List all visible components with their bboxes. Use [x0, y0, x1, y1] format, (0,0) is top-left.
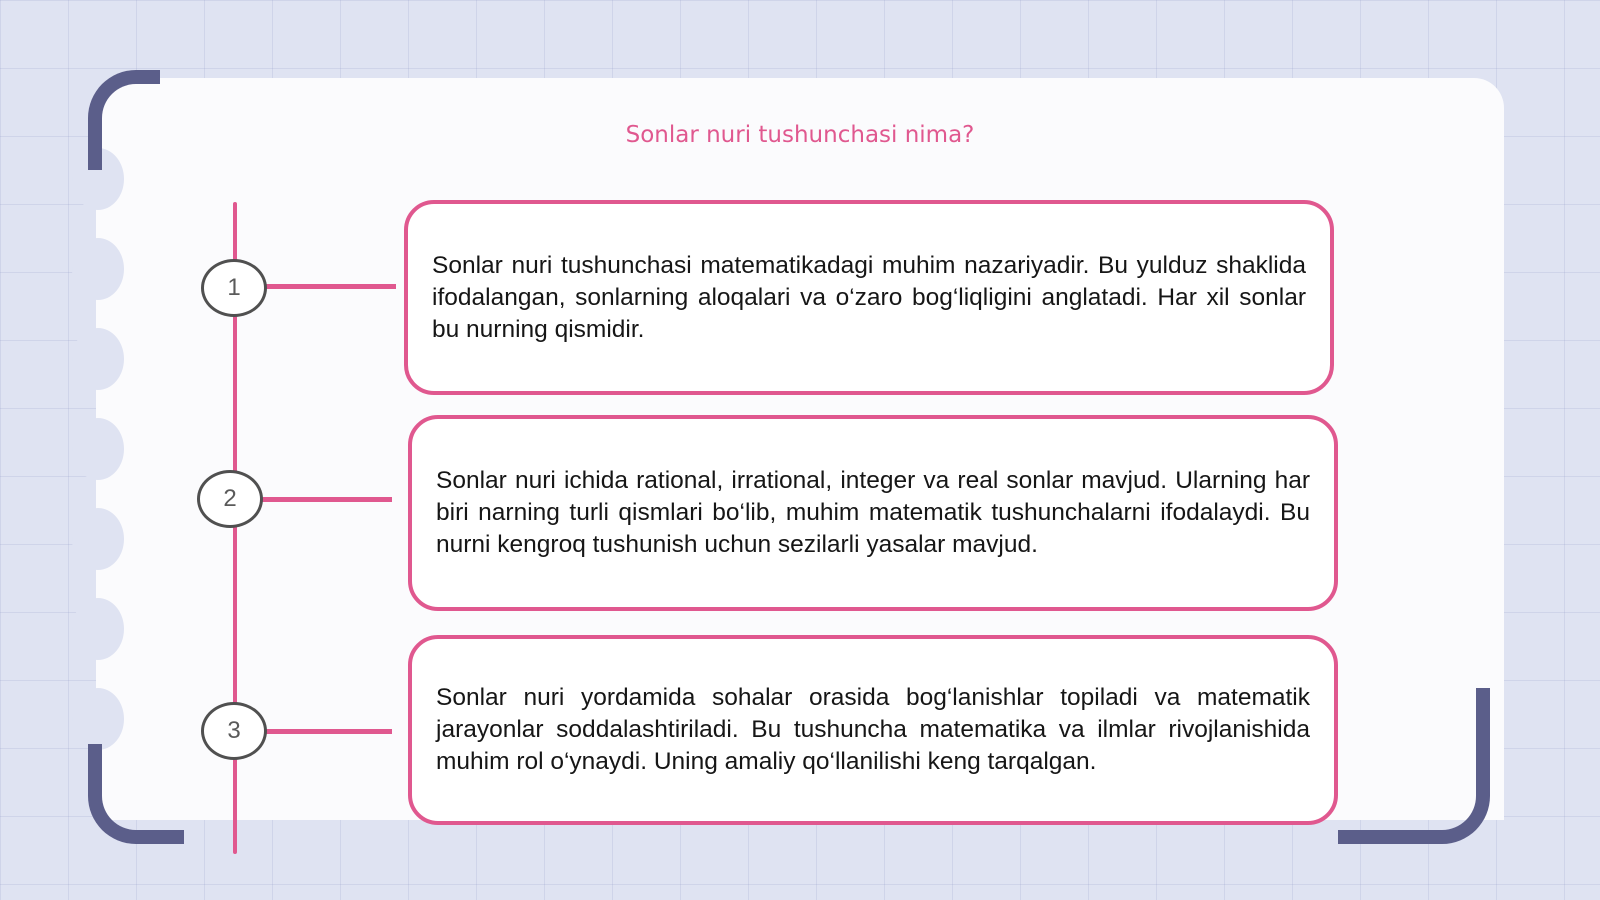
step-number-badge — [201, 259, 267, 317]
paper-notch — [72, 688, 124, 750]
step-number: 1 — [227, 274, 241, 301]
corner-bracket-bottom-right — [1338, 688, 1490, 844]
slide-title: Sonlar nuri tushunchasi nima? — [625, 122, 975, 148]
paper-notch — [72, 508, 124, 570]
timeline-connector — [266, 729, 392, 734]
paper-notch — [72, 328, 124, 390]
paper-notch — [72, 418, 124, 480]
step-number-badge — [201, 702, 267, 760]
corner-bracket-bottom-left — [88, 744, 184, 844]
timeline-connector — [262, 497, 392, 502]
step-number: 3 — [227, 717, 241, 744]
paper-notch — [72, 598, 124, 660]
paper-notch — [72, 238, 124, 300]
corner-bracket-top-left — [88, 70, 160, 170]
card-text: Sonlar nuri ichida rational, irrational, integer va real sonlar mavjud. Ularning har biri narning turli qismlari bo‘lib, muhim matematik tushunchalarni ifodalaydi. Bu nurni kengroq tushunish uchun sezilarli yasalar mavjud. — [436, 467, 1310, 558]
step-number: 2 — [223, 485, 237, 512]
timeline-connector — [266, 284, 396, 289]
card-text: Sonlar nuri yordamida sohalar orasida bog‘lanishlar topiladi va matematik jarayonlar soddalashtiriladi. Bu tushuncha matematika va ilmlar rivojlanishida muhim rol o‘ynaydi. Uning amaliy qo‘llanilishi keng tarqalgan. — [436, 684, 1310, 775]
text-card — [404, 200, 1334, 395]
text-card — [408, 635, 1338, 825]
step-number-badge — [197, 470, 263, 528]
card-text: Sonlar nuri tushunchasi matematikadagi muhim nazariyadir. Bu yulduz shaklida ifodalangan, sonlarning aloqalari va o‘zaro bog‘liqligini anglatadi. Har xil sonlar bu nurning qismidir. — [432, 251, 1306, 343]
text-card — [408, 415, 1338, 611]
